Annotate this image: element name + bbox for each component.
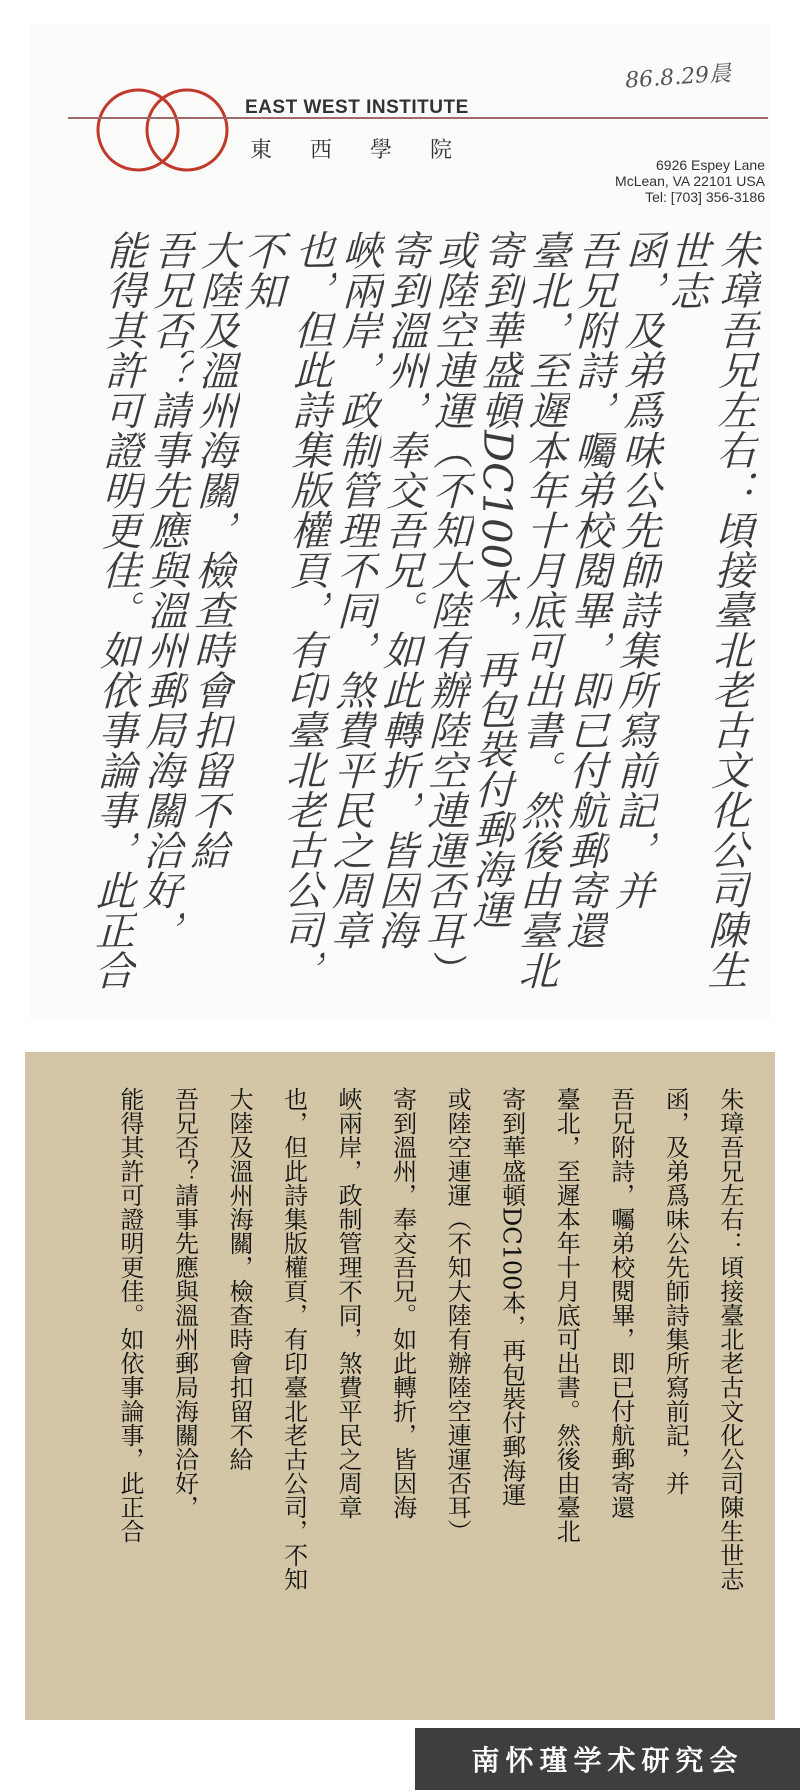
handwriting-column: 或陸空連運（不知大陸有辦陸空連運否耳） [418,229,478,991]
address-street: 6926 Espey Lane [656,157,765,173]
transcription-card [25,1052,775,1720]
handwriting-column: 臺北，至遲本年十月底可出書。然後由臺北 [512,229,572,991]
handwriting-column: 大陸及溫州海關，檢查時會扣留不給 [184,229,242,871]
handwriting-body [88,229,760,1020]
handwriting-column: 寄到溫州，奉交吾兄。如此轉折，皆因海 [371,229,430,951]
transcription-column: 峽兩岸，政制管理不同，煞費平民之周章 [334,1087,363,1519]
transcription-column: 吾兄附詩，囑弟校閱畢，即已付航郵寄還 [606,1087,635,1519]
transcription-column: 函，及弟爲味公先師詩集所寫前記，并 [661,1087,690,1495]
institute-address [540,157,765,205]
handwriting-column: 函，及弟爲味公先師詩集所寫前記，并 [607,229,666,911]
handwriting-column: 吾兄附詩，囑弟校閱畢，即已付航郵寄還 [559,229,619,951]
handwritten-letter [30,25,770,1020]
transcription-column: 或陸空連運（不知大陸有辦陸空連運否耳） [443,1087,472,1543]
institute-logo-icon [90,80,235,180]
handwriting-column: 寄到華盛頓DC100本，再包裝付郵海運 [465,229,525,930]
transcription-column: 吾兄否？請事先應與溫州郵局海關洽好， [170,1087,199,1519]
society-label: 南怀瑾学术研究会 [415,1728,800,1790]
address-tel: Tel: [703] 356-3186 [645,189,765,205]
transcription-column: 寄到溫州，奉交吾兄。如此轉折，皆因海 [388,1087,417,1519]
handwriting-column: 也，但此詩集版權頁，有印臺北老古公司，不知 [238,229,336,990]
handwriting-column: 能得其許可證明更佳。如依事論事，此正合 [88,229,148,991]
transcription-column: 也，但此詩集版權頁，有印臺北老古公司，不知 [279,1087,308,1591]
transcription-column: 大陸及溫州海關，檢查時會扣留不給 [225,1087,254,1471]
transcription-column: 能得其許可證明更佳。如依事論事，此正合 [116,1087,144,1543]
handwriting-column: 吾兄否？請事先應與溫州郵局海關洽好， [135,229,195,951]
transcription-column: 朱璋吾兄左右：頃接臺北老古文化公司陳生世志 [715,1087,744,1591]
address-city: McLean, VA 22101 USA [615,173,765,189]
transcription-column: 臺北，至遲本年十月底可出書。然後由臺北 [552,1087,581,1543]
handwriting-column: 峽兩岸，政制管理不同，煞費平民之周章 [324,229,383,951]
letter-date: 86.8.29晨 [624,61,732,94]
handwriting-column: 朱璋吾兄左右：頃接臺北老古文化公司陳生世志 [662,229,760,990]
transcription-text [115,1087,745,1697]
transcription-column: 寄到華盛頓DC100本，再包裝付郵海運 [497,1087,526,1507]
institute-name-en: EAST WEST INSTITUTE [245,97,469,118]
institute-name-cn: 東西學院 [250,138,491,163]
